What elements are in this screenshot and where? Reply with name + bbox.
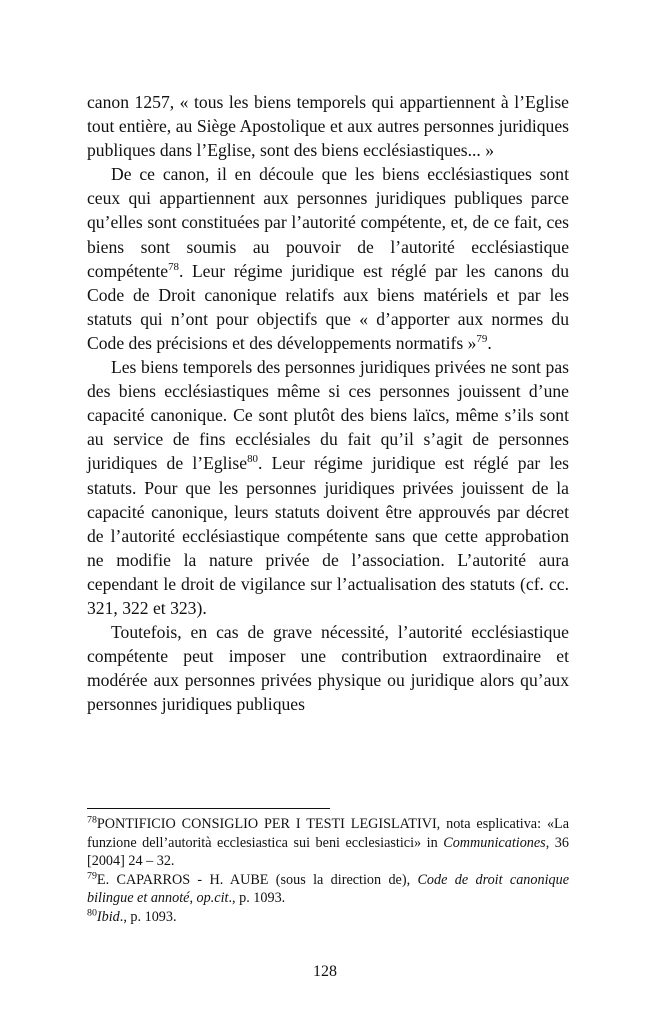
- paragraph: [87, 620, 569, 716]
- italic-title: op.cit: [196, 890, 229, 907]
- footnote-list: [87, 815, 569, 927]
- footnotes-section: [87, 808, 569, 927]
- text-run: canon 1257, « tous les biens temporels qui appartiennent à l’Eglise tout entière, au Siège Apostolique et aux autres personnes juridiques publiques dans l’Eglise, sont des biens ecclésiastiques... »: [87, 92, 569, 161]
- footnote-reference: 80: [87, 907, 97, 919]
- italic-title: Code de droit canonique bilingue et annoté: [87, 871, 569, 907]
- text-run: ,: [189, 890, 197, 907]
- text-run: ., p. 1093.: [228, 890, 286, 907]
- footnote-reference: 78: [168, 260, 179, 273]
- text-run: , 36 [2004] 24 – 32.: [87, 834, 569, 870]
- text-run: . Leur régime juridique est réglé par les canons du Code de Droit canonique relatifs aux biens matériels et par les statuts qui n’ont pour objectifs que « d’apporter aux normes du Code des précisions et des développements normatifs »: [87, 260, 569, 353]
- footnote-reference: 80: [247, 453, 258, 466]
- text-run: ., p. 1093.: [119, 908, 177, 925]
- footnote-reference: 78: [87, 814, 97, 826]
- text-run: De ce canon, il en découle que les biens ecclésiastiques sont ceux qui appartiennent aux personnes juridiques publiques parce qu’elles sont constituées par l’autorité compétente, et, de ce fait, ces biens sont soumis au pouvoir de l’autorité ecclésiastique compétente: [87, 164, 569, 281]
- text-run: Toutefois, en cas de grave nécessité, l’autorité ecclésiastique compétente peut imposer une contribution extraordinaire et modérée aux personnes privées physique ou juridique alors qu’aux personnes juridiques publiques: [87, 622, 569, 715]
- text-run: PONTIFICIO CONSIGLIO PER I TESTI LEGISLATIVI, nota esplicativa: «La funzione dell’autorità ecclesiastica sui beni ecclesiastici» in: [87, 816, 569, 851]
- paragraph: [87, 355, 569, 620]
- footnote-reference: 79: [476, 333, 488, 346]
- footnote: [87, 908, 569, 927]
- paragraph: [87, 90, 569, 162]
- text-run: .: [487, 332, 492, 353]
- paragraph: [87, 162, 569, 355]
- italic-title: Communicationes: [443, 834, 546, 851]
- text-run: . Leur régime juridique est réglé par les statuts. Pour que les personnes juridiques privées jouissent de la capacité canonique, leurs statuts doivent être approuvés par décret de l’autorité ecclésiastique compétente sans que cette approbation ne modifie la nature privée de l’association. L’autorité aura cependant le droit de vigilance sur l’actualisation des statuts (cf. cc. 321, 322 et 323).: [87, 453, 569, 618]
- italic-title: Ibid: [96, 908, 120, 925]
- text-run: E. CAPARROS - H. AUBE (sous la direction de),: [96, 871, 418, 888]
- main-text: [87, 90, 569, 716]
- footnote-reference: 79: [87, 870, 97, 882]
- footnote: [87, 815, 569, 871]
- footnote: [87, 871, 569, 908]
- footnote-separator: [87, 808, 330, 809]
- page-number: 128: [313, 963, 337, 980]
- text-run: Les biens temporels des personnes juridiques privées ne sont pas des biens ecclésiastiques même si ces personnes jouissent d’une capacité canonique. Ce sont plutôt des biens laïcs, même s’ils sont au service de fins ecclésiales du fait qu’il s’agit de personnes juridiques de l’Eglise: [87, 357, 569, 474]
